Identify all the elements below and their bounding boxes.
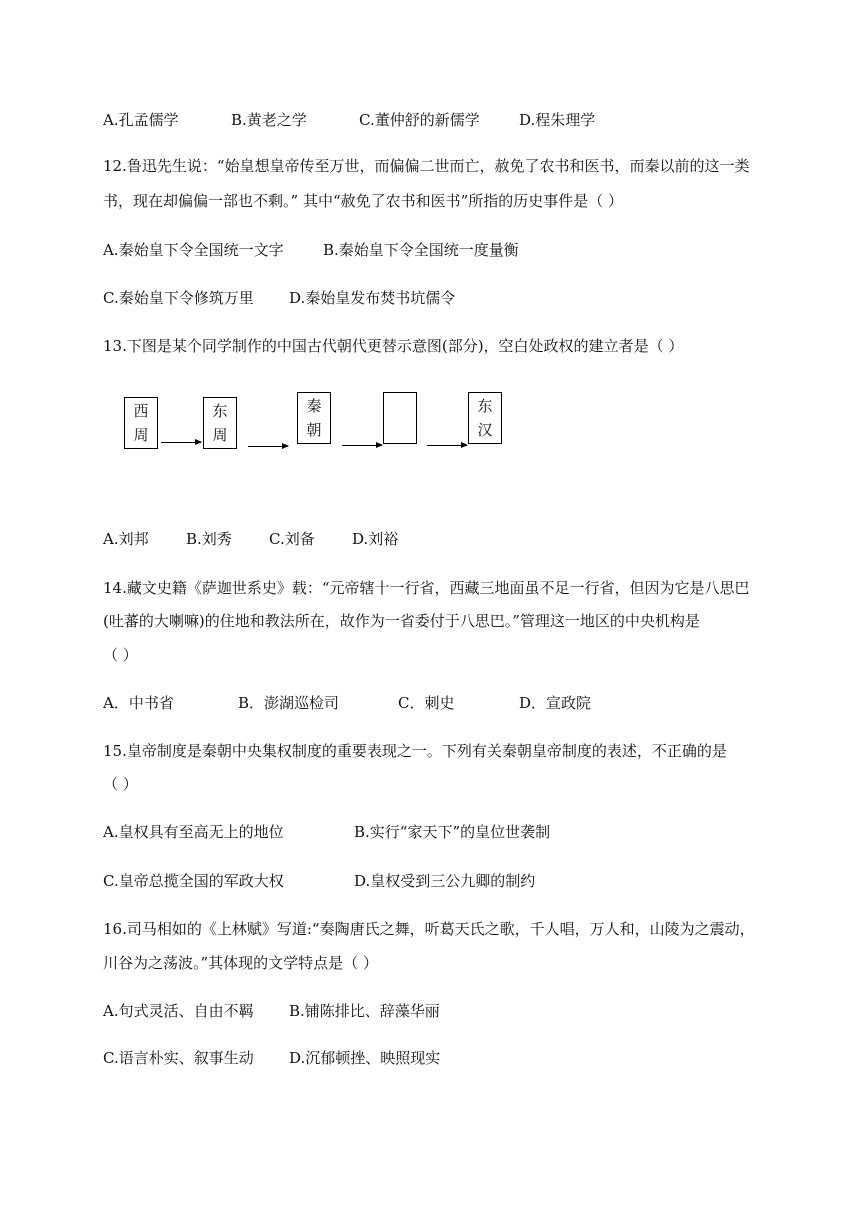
q11-option-c: C.董仲舒的新儒学 [359,111,480,129]
q14-option-a: A．中书省 [103,694,174,712]
q11-option-b: B.黄老之学 [231,111,307,129]
dynasty-box-text-bottom: 朝 [306,421,322,439]
arrow-icon [342,445,382,446]
dynasty-box-text-top: 东 [212,402,228,420]
q15-stem-line2: （ ） [103,775,138,793]
q11-option-d: D.程朱理学 [519,111,596,129]
q12-stem-line2: 书，现在却偏偏一部也不剩。” 其中“赦免了农书和医书”所指的历史事件是（ ） [103,192,624,210]
q12-option-a: A.秦始皇下令全国统一文字 [103,241,284,259]
q14-stem-line3: （ ） [103,646,138,664]
q14-option-d: D．宣政院 [519,694,592,712]
q16-option-d: D.沉郁顿挫、映照现实 [289,1049,441,1067]
arrow-icon [248,446,288,447]
q12-option-c: C.秦始皇下令修筑万里 [103,289,254,307]
q12-option-b: B.秦始皇下令全国统一度量衡 [323,241,519,259]
q15-stem-line1: 15.皇帝制度是秦朝中央集权制度的重要表现之一。下列有关秦朝皇帝制度的表述，不正确的是 [103,742,727,760]
q16-option-a: A.句式灵活、自由不羁 [103,1002,254,1020]
q15-option-c: C.皇帝总揽全国的军政大权 [103,872,284,890]
dynasty-box-eastern-han [468,392,502,444]
q15-option-b: B.实行“家天下”的皇位世袭制 [354,823,551,841]
q13-stem: 13.下图是某个同学制作的中国古代朝代更替示意图(部分)，空白处政权的建立者是（ ） [103,337,684,355]
dynasty-box-text-bottom: 周 [212,426,228,444]
q13-option-c: C.刘备 [269,530,315,548]
arrow-icon [427,445,467,446]
q15-option-a: A.皇权具有至高无上的地位 [103,823,284,841]
q14-stem-line2: (吐蕃的大喇嘛)的住地和教法所在，故作为一省委付于八思巴。”管理这一地区的中央机构是 [103,612,700,630]
q16-stem-line2: 川谷为之荡波。”其体现的文学特点是（ ） [103,954,378,972]
dynasty-box-blank [383,392,417,444]
q16-option-c: C.语言朴实、叙事生动 [103,1049,254,1067]
dynasty-box-text-bottom: 汉 [477,421,493,439]
q14-stem-line1: 14.藏文史籍《萨迦世系史》载：“元帝辖十一行省，西藏三地面虽不足一行省，但因为它是八思巴 [103,579,750,597]
dynasty-box-text-top: 东 [477,397,493,415]
q14-option-b: B．澎湖巡检司 [238,694,340,712]
q11-option-a: A.孔孟儒学 [103,111,179,129]
q12-stem-line1: 12.鲁迅先生说：“始皇想皇帝传至万世，而偏偏二世而亡，赦免了农书和医书，而秦以前的这一类 [103,157,750,175]
arrow-icon [161,442,201,443]
q12-option-d: D.秦始皇发布焚书坑儒令 [289,289,456,307]
q16-stem-line1: 16.司马相如的《上林赋》写道:“奏陶唐氏之舞，听葛天氏之歌，千人唱，万人和，山陵为之震动， [103,920,755,938]
dynasty-box-text-top: 秦 [306,397,322,415]
dynasty-box-western-zhou [124,397,158,449]
q15-option-d: D.皇权受到三公九卿的制约 [354,872,536,890]
q13-option-a: A.刘邦 [103,530,149,548]
q14-option-c: C．刺史 [398,694,455,712]
q13-option-b: B.刘秀 [186,530,232,548]
dynasty-box-eastern-zhou [203,397,237,449]
dynasty-box-qin [297,392,331,444]
dynasty-box-text-bottom: 周 [133,426,149,444]
q13-option-d: D.刘裕 [352,530,399,548]
q16-option-b: B.铺陈排比、辞藻华丽 [289,1002,440,1020]
dynasty-box-text-top: 西 [133,402,149,420]
